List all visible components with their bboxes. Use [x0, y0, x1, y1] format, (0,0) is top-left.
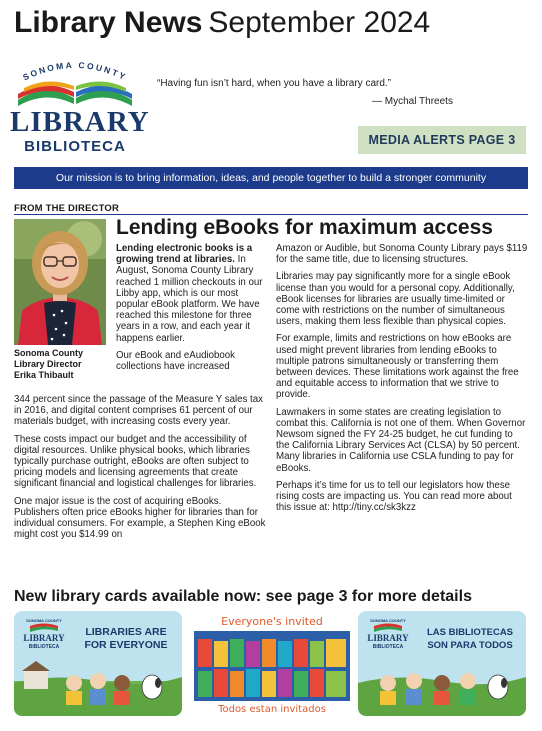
library-logo — [10, 52, 150, 162]
director-photo — [14, 219, 106, 345]
mission-text: Our mission is to bring information, ideas, and people together to build a stronger community — [55, 172, 487, 184]
card1-bib: BIBLIOTECA — [28, 644, 60, 650]
mission-banner — [14, 167, 528, 189]
article-column-right — [276, 243, 528, 519]
section-divider — [14, 214, 528, 215]
library-card-english[interactable] — [14, 611, 182, 716]
masthead-title: Library News — [14, 6, 203, 39]
article-right-4: Lawmakers in some states are creating legislation to combat this. California is not one of them. When Governor Newsom signed the FY 24-25 budget, he cut funding to the California Library Services Act (CLSA) by 50 percent. Many libraries in California use CSLA funding to pay for eBooks. — [276, 406, 526, 474]
card1-slogan-1: LIBRARIES ARE — [85, 626, 167, 638]
card1-library: LIBRARY — [23, 633, 65, 643]
card3-bib: BIBLIOTECA — [372, 644, 404, 650]
photo-caption — [14, 348, 110, 381]
caption-line-2: Library Director — [14, 359, 82, 369]
article-right-3: For example, limits and restrictions on how eBooks are used might prevent libraries from lending eBooks to multiple patrons simultaneously or transferring them between devices. These limitations work against the free and equitable access to information that we strive to provide. — [276, 333, 519, 401]
card1-county: SONOMA COUNTY — [26, 618, 62, 623]
article-column-left-top — [116, 243, 266, 372]
card2-top-text: Everyone's invited — [221, 615, 323, 628]
logo-county-text: SONOMA COUNTY — [21, 59, 129, 83]
caption-line-3: Erika Thibault — [14, 370, 74, 380]
quote-author: — Mychal Threets — [372, 96, 453, 107]
card1-slogan-2: FOR EVERYONE — [84, 639, 168, 651]
card3-slogan-1: LAS BIBLIOTECAS — [426, 627, 514, 638]
masthead-date: September 2024 — [208, 6, 431, 39]
caption-line-1: Sonoma County — [14, 348, 83, 358]
card3-slogan-2: SON PARA TODOS — [427, 640, 513, 651]
library-card-spanish[interactable] — [358, 611, 526, 716]
logo-biblioteca-text: BIBLIOTECA — [24, 138, 126, 155]
article-lead: Lending electronic books is a growing trend at libraries. — [116, 243, 253, 266]
card3-county: SONOMA COUNTY — [370, 618, 406, 623]
article-headline: Lending eBooks for maximum access — [116, 216, 493, 239]
article-right-5: Perhaps it’s time for us to tell our legislators how these rising costs are impacting us. You can read more about this issue at: http://tiny.cc/sk3kzz — [276, 479, 512, 514]
svg-text:SONOMA COUNTY — [21, 60, 128, 82]
article-paragraph-3: These costs impact our budget and the accessibility of digital resources. Unlike physical books, which libraries typically purchase outright, eBooks are often subject to pricing models and licensing agreements that create significant financial and logistical challenges for libraries. — [14, 433, 257, 490]
media-alerts-banner[interactable] — [358, 126, 526, 154]
article-paragraph-2-bottom: 344 percent since the passage of the Measure Y sales tax in 2016, and digital content comprises 61 percent of our materials budget, with increasing costs every year. — [14, 394, 263, 428]
masthead — [14, 6, 534, 46]
article-paragraph-4: One major issue is the cost of acquiring eBooks. Publishers often price eBooks higher for libraries than for individual consumers. For example, a Stephen King eBook might cost you $14.99 on — [14, 495, 266, 541]
media-alerts-label: MEDIA ALERTS PAGE 3 — [368, 133, 516, 147]
quote-text: “Having fun isn’t hard, when you have a library card.” — [157, 78, 392, 89]
article-right-2: Libraries may pay significantly more for a single eBook license than you would for a personal copy. Additionally, eBook licenses for libraries are usually time-limited or come with restrictions on the number of simultaneous users, making them less flexible than physical copies. — [276, 271, 515, 328]
card2-bottom-text: Todos estan invitados — [218, 704, 326, 715]
logo-library-text: LIBRARY — [10, 106, 150, 138]
article-paragraph-2-top: Our eBook and eAudiobook collections have increased — [116, 349, 236, 373]
library-card-artwork[interactable] — [188, 611, 356, 716]
article-right-1: Amazon or Audible, but Sonoma County Library pays $119 for the same title, due to licensing structures. — [276, 243, 528, 266]
card3-library: LIBRARY — [367, 633, 409, 643]
article-column-left-bottom — [14, 394, 268, 546]
section-label: FROM THE DIRECTOR — [14, 203, 120, 214]
article-paragraph-1 — [116, 243, 266, 344]
article-p1-rest: In August, Sonoma County Library reached 1 million checkouts in our Libby app, which is our most popular eBook platform. We have reached this milestone for three years in a row, and each year it happens earlier. — [116, 254, 263, 344]
cards-heading: New library cards available now: see page 3 for more details — [14, 588, 472, 605]
